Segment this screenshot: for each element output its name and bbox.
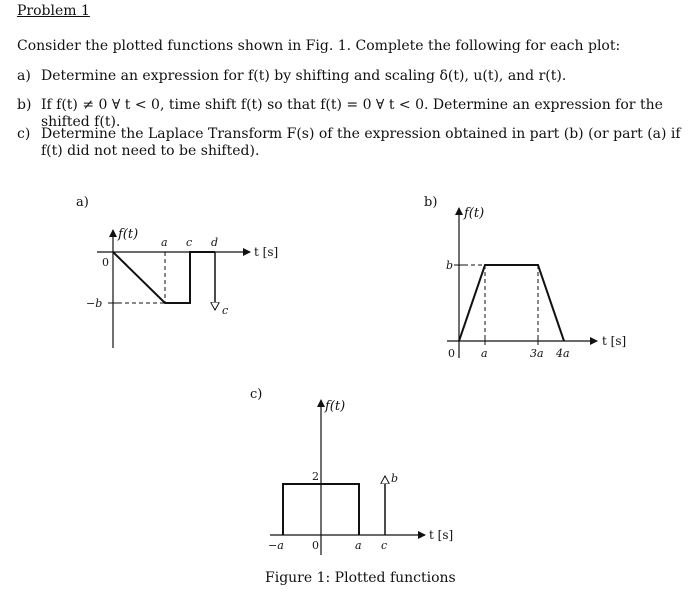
plot-b-level-label: b — [446, 259, 454, 272]
plot-c — [250, 387, 453, 555]
plot-b — [424, 195, 626, 360]
plot-a-impulse-label: c — [222, 304, 229, 317]
plot-c-ylabel: f(t) — [325, 399, 346, 414]
plot-b-origin: 0 — [448, 347, 455, 360]
plot-a-ylabel: f(t) — [118, 227, 139, 242]
plot-b-label: b) — [424, 195, 438, 210]
plot-a-curve — [113, 252, 215, 303]
figure-caption: Figure 1: Plotted functions — [265, 570, 456, 586]
plot-c-tick-a: a — [355, 539, 362, 552]
plot-c-tick-neg-a: −a — [268, 539, 284, 552]
problem-title: Problem 1 — [17, 3, 90, 19]
plot-a-label: a) — [76, 195, 89, 210]
plot-c-label: c) — [250, 387, 263, 402]
plot-c-xlabel: t [s] — [429, 528, 454, 542]
plot-a-neg-b-label: −b — [86, 297, 103, 310]
item-label: a) — [17, 68, 31, 84]
plot-c-tick-c: c — [381, 539, 388, 552]
plot-c-origin: 0 — [312, 539, 319, 552]
plot-c-level-label: 2 — [312, 470, 319, 483]
plot-b-xlabel: t [s] — [602, 334, 627, 348]
plot-a — [76, 195, 278, 348]
plot-a-tick-a: a — [161, 236, 168, 249]
item-text: If f(t) ≠ 0 ∀ t < 0, time shift f(t) so that f(t) = 0 ∀ t < 0. Determine an expression for the shifted f(t). — [41, 97, 663, 130]
plot-b-curve — [459, 265, 564, 341]
item-label: c) — [17, 126, 31, 142]
plot-a-tick-d: d — [211, 236, 219, 249]
item-text: Determine the Laplace Transform F(s) of the expression obtained in part (b) (or part (a) if f(t) did not need to be shifted). — [41, 126, 681, 159]
plot-b-tick-3a: 3a — [530, 347, 544, 360]
plot-a-origin: 0 — [102, 256, 109, 269]
item-label: b) — [17, 97, 32, 113]
item-text: Determine an expression for f(t) by shifting and scaling δ(t), u(t), and r(t). — [41, 68, 567, 84]
problem-intro: Consider the plotted functions shown in Fig. 1. Complete the following for each plot: — [17, 38, 621, 54]
plot-a-tick-c: c — [186, 236, 193, 249]
plot-b-ylabel: f(t) — [464, 206, 485, 221]
plot-b-tick-a: a — [481, 347, 488, 360]
plot-b-tick-4a: 4a — [556, 347, 570, 360]
plot-a-xlabel: t [s] — [254, 245, 279, 259]
plot-c-impulse-label: b — [391, 472, 399, 485]
